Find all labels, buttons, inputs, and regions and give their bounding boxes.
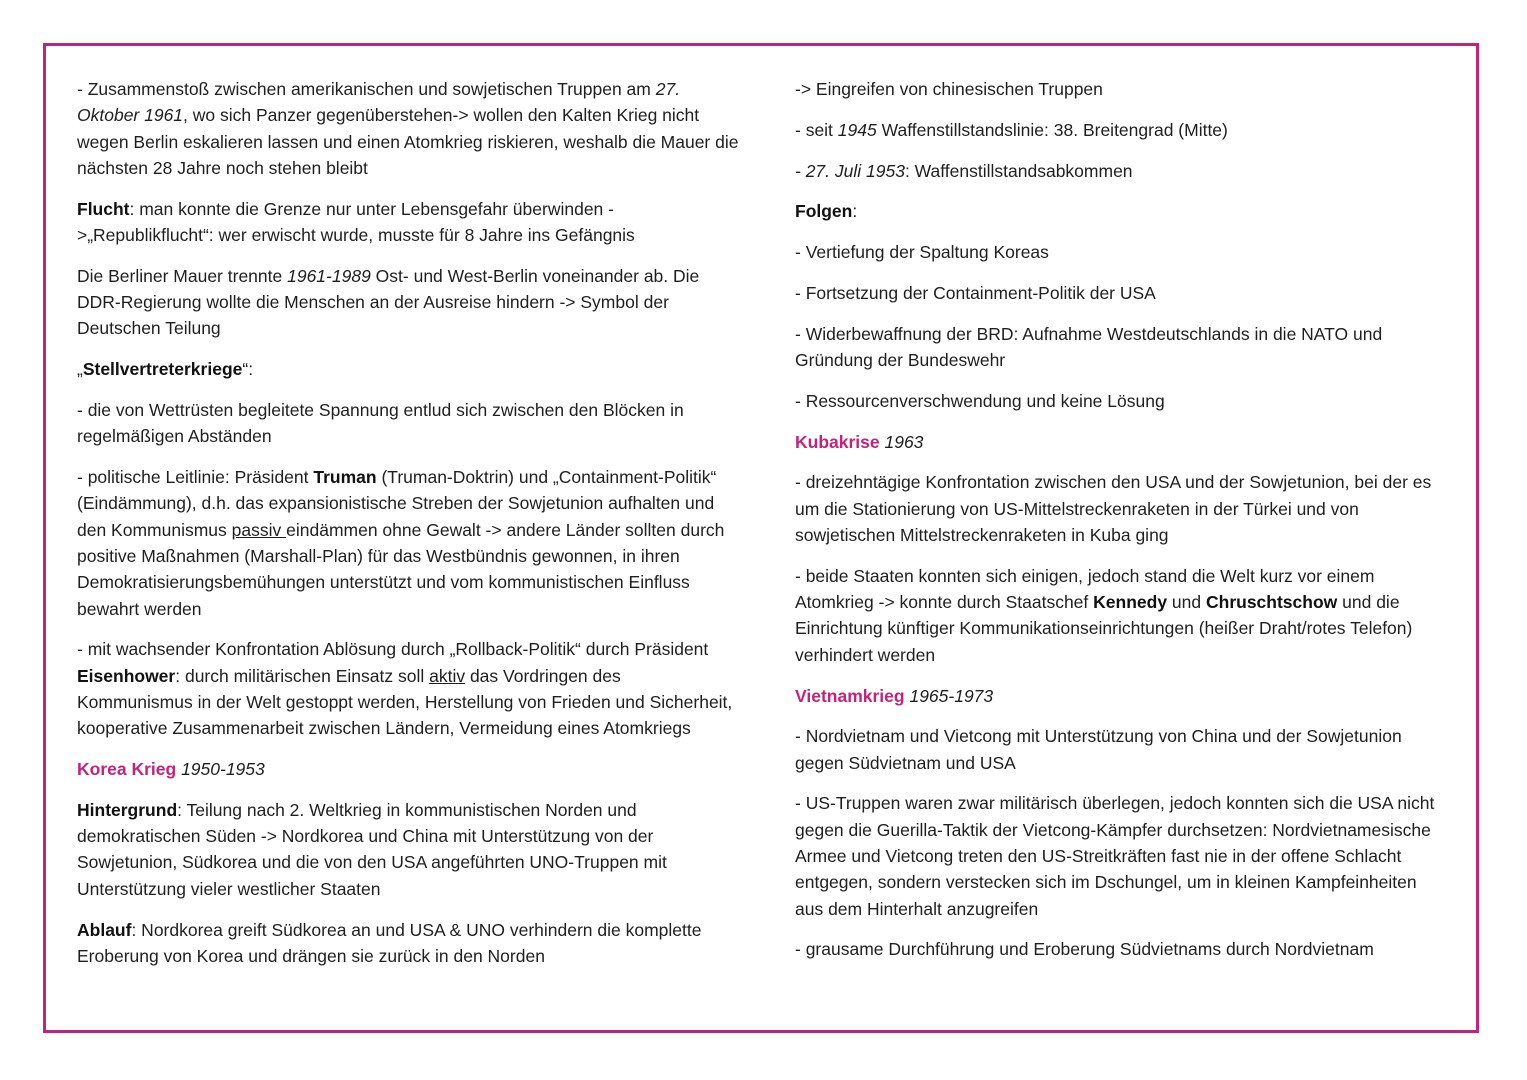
paragraph-kuba-confrontation: - dreizehntägige Konfrontation zwischen den USA und der Sowjetunion, bei der es um die Stationierung von US-Mittelstreckenraketen in der Türkei und von sowjetischen Mittelstreckenraketen in Kuba ging bbox=[795, 472, 1432, 546]
paragraph-flucht: Flucht: man konnte die Grenze nur unter Lebensgefahr überwinden ->„Republikflucht“: wer erwischt wurde, musste für 8 Jahre ins Gefängnis bbox=[77, 198, 635, 245]
paragraph-rollback: - mit wachsender Konfrontation Ablösung durch „Rollback-Politik“ durch Präsident Eisenhower: durch militärischen Einsatz soll aktiv das Vordringen des Kommunismus in der Welt gestoppt werden, Herstellung von Frieden und Sicherheit, kooperative Zusammenarbeit zwischen Ländern, Vermeidung eines Atomkriegs bbox=[77, 639, 733, 739]
left-column bbox=[77, 76, 739, 984]
paragraph-kuba-resolution: - beide Staaten konnten sich einigen, jedoch stand die Welt kurz vor einem Atomkrieg -> konnte durch Staatschef Kennedy und Chruschtschow und die Einrichtung künftiger Kommunikationseinrichtungen (heißer Draht/rotes Telefon) verhindert werden bbox=[795, 565, 1413, 665]
list-item: - Widerbewaffnung der BRD: Aufnahme Westdeutschlands in die NATO und Gründung der Bundeswehr bbox=[795, 323, 1383, 371]
heading-folgen: Folgen: bbox=[795, 201, 858, 222]
paragraph-vietnam-sides: - Nordvietnam und Vietcong mit Unterstützung von China und der Sowjetunion gegen Südvietnam und USA bbox=[795, 726, 1402, 773]
list-item: - Ressourcenverschwendung und keine Lösung bbox=[795, 390, 1165, 411]
paragraph-wettruesten: - die von Wettrüsten begleitete Spannung entlud sich zwischen den Blöcken in regelmäßigen Abständen bbox=[77, 399, 684, 447]
paragraph-vietnam-conquest: - grausame Durchführung und Eroberung Südvietnams durch Nordvietnam bbox=[795, 939, 1374, 960]
paragraph-china-troops: -> Eingreifen von chinesischen Truppen bbox=[795, 79, 1103, 99]
heading-vietnamkrieg: Vietnamkrieg 1965-1973 bbox=[795, 685, 994, 706]
paragraph-ablauf: Ablauf: Nordkorea greift Südkorea an und USA & UNO verhindern die komplette Eroberung von Korea und drängen sie zurück in den Norden bbox=[77, 919, 702, 966]
heading-stellvertreterkriege: „Stellvertreterkriege“: bbox=[77, 359, 254, 380]
list-item: - Vertiefung der Spaltung Koreas bbox=[795, 242, 1049, 263]
list-item: - Fortsetzung der Containment-Politik der USA bbox=[795, 282, 1156, 303]
paragraph-vietnam-guerilla: - US-Truppen waren zwar militärisch überlegen, jedoch konnten sich die USA nicht gegen die Guerilla-Taktik der Vietcong-Kämpfer durchsetzen: Nordvietnamesische Armee und Vietcong treten den US-Streitkräften fast nie in der offene Schlacht entgegen, sondern verstecken sich im Dschungel, um in kleinen Kampfeinheiten aus dem Hinterhalt anzugreifen bbox=[795, 793, 1435, 919]
paragraph-hintergrund: Hintergrund: Teilung nach 2. Weltkrieg in kommunistischen Norden und demokratischen Süden -> Nordkorea und China mit Unterstützung von der Sowjetunion, Südkorea und die von den USA angeführten UNO-Truppen mit Unterstützung vieler westlicher Staaten bbox=[77, 799, 667, 899]
heading-kubakrise: Kubakrise 1963 bbox=[795, 431, 924, 452]
paragraph-berlin-clash: - Zusammenstoß zwischen amerikanischen und sowjetischen Truppen am 27. Oktober 1961, wo sich Panzer gegenüberstehen-> wollen den Kalten Krieg nicht wegen Berlin eskalieren lassen und einen Atomkrieg riskieren, weshalb die Mauer die nächsten 28 Jahre noch stehen bleibt bbox=[77, 79, 739, 178]
paragraph-containment: - politische Leitlinie: Präsident Truman (Truman-Doktrin) und „Containment-Politik“ (Eindämmung), d.h. das expansionistische Streben der Sowjetunion aufhalten und den Kommunismus passiv eindämmen ohne Gewalt -> andere Länder sollten durch positive Maßnahmen (Marshall-Plan) für das Westbündnis gewonnen, in ihren Demokratisierungsbemühungen unterstützt und vom kommunistischen Einfluss bewahrt werden bbox=[77, 467, 725, 619]
right-column bbox=[795, 76, 1447, 977]
paragraph-armistice-agreement: - 27. Juli 1953: Waffenstillstandsabkommen bbox=[795, 160, 1133, 181]
heading-korea-krieg: Korea Krieg 1950-1953 bbox=[77, 759, 265, 780]
paragraph-berliner-mauer: Die Berliner Mauer trennte 1961-1989 Ost- und West-Berlin voneinander ab. Die DDR-Regierung wollte die Menschen an der Ausreise hindern -> Symbol der Deutschen Teilung bbox=[77, 265, 700, 339]
label-flucht: Flucht bbox=[77, 198, 130, 219]
paragraph-armistice-line: - seit 1945 Waffenstillstandslinie: 38. Breitengrad (Mitte) bbox=[795, 119, 1228, 140]
